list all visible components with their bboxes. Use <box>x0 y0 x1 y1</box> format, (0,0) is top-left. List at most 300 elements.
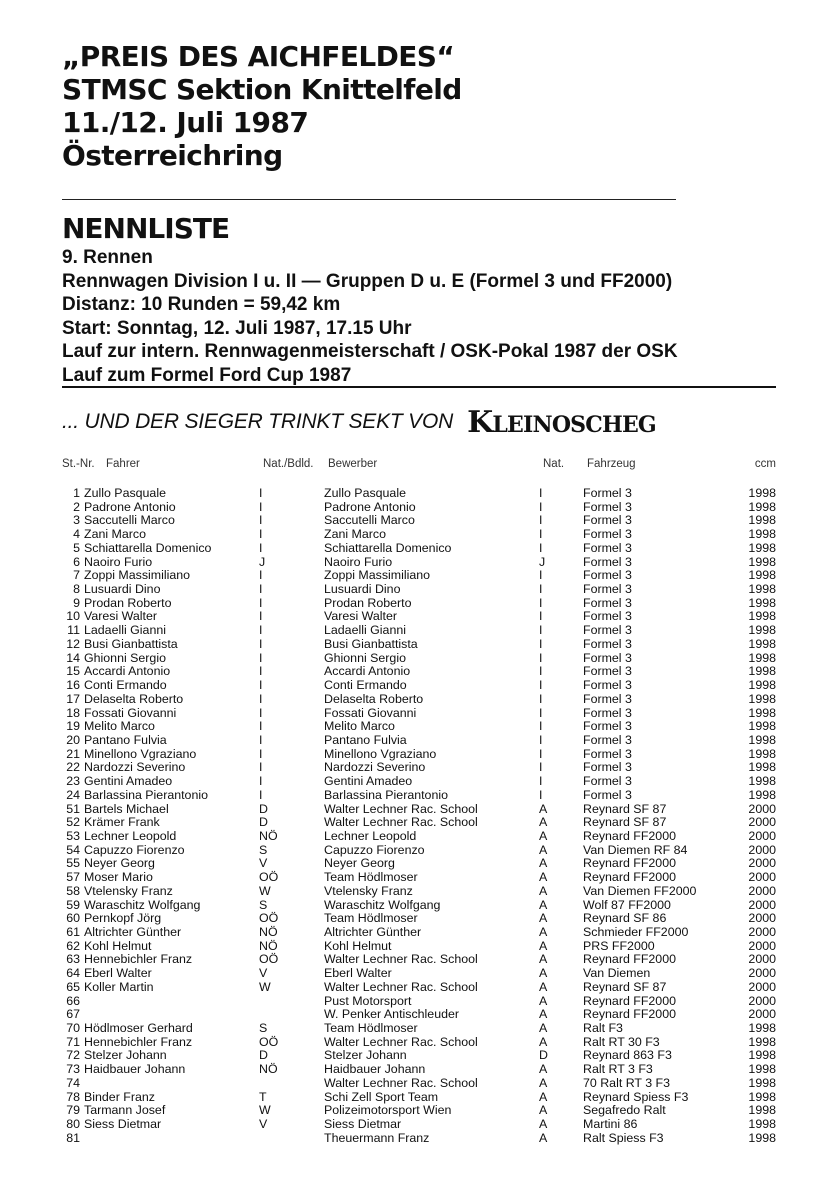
cell-nat2: I <box>539 760 543 775</box>
race-cup: Lauf zum Formel Ford Cup 1987 <box>62 364 352 386</box>
table-row <box>62 707 776 721</box>
table-row <box>62 720 776 734</box>
table-row <box>62 1104 776 1118</box>
cell-nat2: A <box>539 842 548 857</box>
cell-nat2: I <box>539 732 543 747</box>
sponsor-logo: KLEINOSCHEG <box>467 404 656 440</box>
cell-fahrer: Prodan Roberto <box>84 596 172 610</box>
cell-bewerber: Padrone Antonio <box>324 500 416 514</box>
cell-nat2: I <box>539 540 543 555</box>
col-header-nat: Nat./Bdld. <box>263 458 314 470</box>
cell-nat2: A <box>539 1034 548 1049</box>
cell-ccm: 1998 <box>748 609 776 624</box>
cell-nat <box>259 1008 324 1022</box>
cell-bewerber: Walter Lechner Rac. School <box>324 1035 478 1049</box>
cell-nr: 71 <box>66 1034 80 1049</box>
cell-ccm: 1998 <box>748 1117 776 1132</box>
cell-nat2: I <box>539 691 543 706</box>
table-row <box>62 514 776 528</box>
cell-fahrzeug: Reynard FF2000 <box>583 857 676 871</box>
cell-fahrer: Stelzer Johann <box>84 1049 167 1063</box>
cell-fahrer: Saccutelli Marco <box>84 514 175 528</box>
table-row <box>62 597 776 611</box>
cell-ccm: 1998 <box>748 1034 776 1049</box>
cell-ccm: 2000 <box>748 979 776 994</box>
table-row <box>62 775 776 789</box>
cell-fahrzeug: Ralt F3 <box>583 1022 623 1036</box>
cell-nat: I <box>259 732 263 747</box>
cell-fahrzeug: Formel 3 <box>583 487 632 500</box>
cell-fahrzeug: Ralt Spiess F3 <box>583 1131 664 1145</box>
cell-ccm: 1998 <box>748 1075 776 1090</box>
event-header <box>62 40 762 172</box>
cell-bewerber: Prodan Roberto <box>324 596 412 610</box>
cell-bewerber: Theuermann Franz <box>324 1131 430 1145</box>
cell-nr: 80 <box>66 1117 80 1132</box>
cell-ccm: 1998 <box>748 582 776 597</box>
cell-nat: S <box>259 1021 268 1036</box>
cell-fahrzeug: Formel 3 <box>583 596 632 610</box>
cell-nr: 52 <box>66 815 80 830</box>
cell-bewerber: Minellono Vgraziano <box>324 747 437 761</box>
table-row <box>62 912 776 926</box>
cell-ccm: 1998 <box>748 636 776 651</box>
cell-fahrer: Pantano Fulvia <box>84 733 167 747</box>
cell-nat: OÖ <box>259 1034 279 1049</box>
cell-nat: NÖ <box>259 828 278 843</box>
cell-nr: 18 <box>66 705 80 720</box>
cell-nat <box>259 1077 324 1091</box>
cell-nat: T <box>259 1089 267 1104</box>
cell-bewerber: Conti Ermando <box>324 679 407 693</box>
cell-nat2: I <box>539 527 543 542</box>
race-info <box>62 246 782 387</box>
cell-bewerber: Ghionni Sergio <box>324 651 406 665</box>
cell-fahrer: Koller Martin <box>84 980 154 994</box>
cell-ccm: 1998 <box>748 774 776 789</box>
cell-nat2: I <box>539 582 543 597</box>
cell-nat2: I <box>539 746 543 761</box>
cell-bewerber: Kohl Helmut <box>324 939 392 953</box>
cell-nr: 9 <box>73 595 80 610</box>
cell-fahrzeug: Formel 3 <box>583 747 632 761</box>
cell-nat: W <box>259 979 271 994</box>
cell-fahrer: Waraschitz Wolfgang <box>84 898 201 912</box>
table-row <box>62 844 776 858</box>
cell-nr: 79 <box>66 1103 80 1118</box>
cell-ccm: 1998 <box>748 691 776 706</box>
cell-nat2: I <box>539 623 543 638</box>
cell-nat: I <box>259 705 263 720</box>
cell-fahrer: Kohl Helmut <box>84 939 152 953</box>
cell-fahrer: Ladaelli Gianni <box>84 624 166 638</box>
cell-fahrer: Hödlmoser Gerhard <box>84 1022 193 1036</box>
col-header-bewerber: Bewerber <box>328 458 378 470</box>
cell-fahrer: Altrichter Günther <box>84 926 182 939</box>
cell-bewerber: Fossati Giovanni <box>324 706 417 720</box>
table-row <box>62 679 776 693</box>
cell-fahrzeug: Formel 3 <box>583 775 632 789</box>
cell-nat2: A <box>539 1062 548 1077</box>
cell-nat2: I <box>539 664 543 679</box>
cell-ccm: 1998 <box>748 527 776 542</box>
cell-bewerber: Pust Motorsport <box>324 994 412 1008</box>
table-row <box>62 610 776 624</box>
cell-nat: I <box>259 540 263 555</box>
col-header-fahrzeug: Fahrzeug <box>587 458 636 470</box>
cell-ccm: 2000 <box>748 938 776 953</box>
slogan-text: ... UND DER SIEGER TRINKT SEKT VON <box>62 410 454 433</box>
cell-nat: NÖ <box>259 1062 278 1077</box>
cell-fahrzeug: Ralt RT 3 F3 <box>583 1063 653 1077</box>
cell-fahrzeug: Segafredo Ralt <box>583 1104 666 1118</box>
cell-bewerber: Busi Gianbattista <box>324 637 418 651</box>
cell-ccm: 1998 <box>748 513 776 528</box>
cell-nr: 1 <box>73 486 80 500</box>
cell-nat: V <box>259 856 268 871</box>
cell-bewerber: Waraschitz Wolfgang <box>324 898 441 912</box>
cell-nr: 67 <box>66 1007 80 1022</box>
event-title: „PREIS DES AICHFELDES“ <box>62 40 455 73</box>
entry-list-table <box>62 458 776 1145</box>
cell-nat: I <box>259 636 263 651</box>
divider <box>62 199 676 200</box>
cell-nat2: A <box>539 897 548 912</box>
cell-fahrer <box>84 1132 259 1146</box>
cell-nr: 70 <box>66 1021 80 1036</box>
cell-ccm: 1998 <box>748 732 776 747</box>
cell-nat2: A <box>539 925 548 939</box>
cell-fahrer: Capuzzo Fiorenzo <box>84 843 185 857</box>
cell-nat: W <box>259 1103 271 1118</box>
cell-bewerber: Stelzer Johann <box>324 1049 407 1063</box>
cell-fahrer: Schiattarella Domenico <box>84 541 212 555</box>
cell-ccm: 1998 <box>748 486 776 500</box>
cell-nat: OÖ <box>259 911 279 926</box>
table-row <box>62 1049 776 1063</box>
cell-fahrzeug: Van Diemen FF2000 <box>583 884 697 898</box>
cell-nat: I <box>259 760 263 775</box>
cell-nat: I <box>259 568 263 583</box>
cell-bewerber: Walter Lechner Rac. School <box>324 953 478 967</box>
cell-nr: 2 <box>73 499 80 514</box>
cell-fahrer: Ghionni Sergio <box>84 651 166 665</box>
cell-fahrzeug: Formel 3 <box>583 610 632 624</box>
cell-nr: 74 <box>66 1075 80 1090</box>
cell-nat2: J <box>539 554 546 569</box>
cell-nat: S <box>259 842 268 857</box>
cell-ccm: 2000 <box>748 815 776 830</box>
cell-fahrer: Nardozzi Severino <box>84 761 186 775</box>
cell-nat: W <box>259 883 271 898</box>
cell-nat2: A <box>539 1007 548 1022</box>
cell-bewerber: Vtelensky Franz <box>324 884 413 898</box>
cell-bewerber: Delaselta Roberto <box>324 692 424 706</box>
cell-nat2: A <box>539 883 548 898</box>
cell-fahrzeug: Formel 3 <box>583 665 632 679</box>
cell-nat: I <box>259 527 263 542</box>
cell-fahrer: Fossati Giovanni <box>84 706 177 720</box>
cell-fahrzeug: PRS FF2000 <box>583 939 655 953</box>
cell-fahrer: Eberl Walter <box>84 967 152 981</box>
cell-nat2: I <box>539 568 543 583</box>
race-distance: Distanz: 10 Runden = 59,42 km <box>62 294 341 315</box>
cell-ccm: 1998 <box>748 595 776 610</box>
cell-ccm: 1998 <box>748 650 776 665</box>
cell-fahrer: Zoppi Massimiliano <box>84 569 191 583</box>
event-venue: Österreichring <box>62 139 283 172</box>
cell-nr: 15 <box>66 664 80 679</box>
cell-fahrer: Lusuardi Dino <box>84 583 161 597</box>
cell-nat: I <box>259 719 263 734</box>
cell-fahrer: Conti Ermando <box>84 679 167 693</box>
cell-fahrzeug: Martini 86 <box>583 1118 638 1132</box>
cell-ccm: 1998 <box>748 760 776 775</box>
table-row <box>62 624 776 638</box>
event-date: 11./12. Juli 1987 <box>62 106 309 139</box>
cell-fahrzeug: Reynard SF 87 <box>583 816 667 830</box>
cell-nat2: I <box>539 719 543 734</box>
cell-fahrer: Hennebichler Franz <box>84 953 193 967</box>
cell-nr: 8 <box>73 582 80 597</box>
cell-nat: I <box>259 609 263 624</box>
cell-nat2: A <box>539 815 548 830</box>
cell-fahrer: Krämer Frank <box>84 816 160 830</box>
cell-nat <box>259 995 324 1009</box>
cell-fahrer: Minellono Vgraziano <box>84 747 197 761</box>
cell-bewerber: Schiattarella Domenico <box>324 541 452 555</box>
cell-nat2: I <box>539 678 543 693</box>
cell-fahrzeug: Formel 3 <box>583 583 632 597</box>
cell-nat2: I <box>539 636 543 651</box>
cell-ccm: 2000 <box>748 883 776 898</box>
cell-bewerber: Walter Lechner Rac. School <box>324 980 478 994</box>
cell-fahrer: Bartels Michael <box>84 802 169 816</box>
table-row <box>62 1091 776 1105</box>
cell-nr: 63 <box>66 952 80 967</box>
cell-nat2: A <box>539 856 548 871</box>
cell-fahrzeug: Formel 3 <box>583 569 632 583</box>
cell-nat: NÖ <box>259 925 278 939</box>
cell-ccm: 1998 <box>748 664 776 679</box>
table-row <box>62 556 776 570</box>
cell-fahrzeug: Formel 3 <box>583 733 632 747</box>
cell-ccm: 1998 <box>748 623 776 638</box>
cell-nr: 16 <box>66 678 80 693</box>
cell-nat2: I <box>539 705 543 720</box>
cell-nr: 51 <box>66 801 80 816</box>
cell-fahrer: Vtelensky Franz <box>84 884 173 898</box>
cell-ccm: 1998 <box>748 1048 776 1063</box>
cell-nat: S <box>259 897 268 912</box>
cell-fahrer: Busi Gianbattista <box>84 637 178 651</box>
cell-ccm: 1998 <box>748 746 776 761</box>
cell-ccm: 1998 <box>748 568 776 583</box>
table-row <box>62 789 776 803</box>
cell-fahrer: Melito Marco <box>84 720 155 734</box>
table-row <box>62 542 776 556</box>
cell-nat: OÖ <box>259 952 279 967</box>
table-row <box>62 501 776 515</box>
cell-fahrer: Neyer Georg <box>84 857 155 871</box>
cell-nr: 65 <box>66 979 80 994</box>
cell-fahrer <box>84 995 259 1009</box>
cell-nat2: A <box>539 828 548 843</box>
cell-bewerber: Altrichter Günther <box>324 926 422 939</box>
table-row <box>62 871 776 885</box>
cell-ccm: 1998 <box>748 1062 776 1077</box>
cell-bewerber: W. Penker Antischleuder <box>324 1008 459 1022</box>
table-row <box>62 816 776 830</box>
cell-ccm: 2000 <box>748 993 776 1008</box>
cell-fahrzeug: Reynard SF 86 <box>583 912 667 926</box>
cell-fahrzeug: Formel 3 <box>583 624 632 638</box>
cell-ccm: 2000 <box>748 952 776 967</box>
table-row <box>62 857 776 871</box>
cell-fahrzeug: Formel 3 <box>583 788 632 802</box>
cell-nat2: I <box>539 650 543 665</box>
cell-nat: I <box>259 499 263 514</box>
cell-bewerber: Saccutelli Marco <box>324 514 415 528</box>
table-row <box>62 761 776 775</box>
cell-nr: 62 <box>66 938 80 953</box>
cell-nr: 61 <box>66 925 80 939</box>
cell-fahrer: Siess Dietmar <box>84 1118 162 1132</box>
cell-bewerber: Gentini Amadeo <box>324 775 413 789</box>
col-header-fahrer: Fahrer <box>106 458 140 470</box>
cell-bewerber: Polizeimotorsport Wien <box>324 1104 452 1118</box>
cell-nat2: I <box>539 774 543 789</box>
cell-ccm: 2000 <box>748 828 776 843</box>
cell-fahrer: Moser Mario <box>84 871 153 885</box>
cell-fahrer: Naoiro Furio <box>84 555 153 569</box>
sponsor-slogan <box>62 406 656 438</box>
cell-nat2: D <box>539 1048 548 1063</box>
col-header-nat2: Nat. <box>543 458 565 470</box>
cell-fahrer: Pernkopf Jörg <box>84 912 162 926</box>
cell-nr: 10 <box>66 609 80 624</box>
cell-fahrer: Lechner Leopold <box>84 829 177 843</box>
cell-nr: 22 <box>66 760 80 775</box>
cell-fahrzeug: Van Diemen RF 84 <box>583 843 688 857</box>
table-row <box>62 1118 776 1132</box>
cell-nat2: I <box>539 513 543 528</box>
cell-nat: I <box>259 595 263 610</box>
cell-ccm: 1998 <box>748 1021 776 1036</box>
table-row <box>62 1077 776 1091</box>
cell-bewerber: Zullo Pasquale <box>324 487 406 500</box>
cell-nat: I <box>259 774 263 789</box>
cell-fahrer <box>84 1077 259 1091</box>
cell-nat2: A <box>539 801 548 816</box>
cell-nat2: A <box>539 952 548 967</box>
cell-nat2: A <box>539 1021 548 1036</box>
cell-nat2: I <box>539 609 543 624</box>
table-row <box>62 940 776 954</box>
cell-fahrzeug: Reynard 863 F3 <box>583 1049 672 1063</box>
cell-fahrzeug: Reynard SF 87 <box>583 980 667 994</box>
cell-bewerber: Eberl Walter <box>324 967 392 981</box>
cell-nr: 17 <box>66 691 80 706</box>
table-row <box>62 487 776 501</box>
table-row <box>62 583 776 597</box>
cell-ccm: 1998 <box>748 678 776 693</box>
cell-bewerber: Schi Zell Sport Team <box>324 1090 439 1104</box>
cell-fahrer: Barlassina Pierantonio <box>84 788 208 802</box>
cell-nat: D <box>259 801 268 816</box>
cell-nr: 6 <box>73 554 80 569</box>
cell-fahrer: Accardi Antonio <box>84 665 171 679</box>
cell-fahrzeug: Formel 3 <box>583 514 632 528</box>
cell-bewerber: Varesi Walter <box>324 610 397 624</box>
cell-fahrzeug: 70 Ralt RT 3 F3 <box>583 1076 671 1090</box>
cell-fahrzeug: Reynard FF2000 <box>583 829 676 843</box>
cell-fahrer: Binder Franz <box>84 1090 155 1104</box>
cell-ccm: 2000 <box>748 870 776 885</box>
cell-bewerber: Team Hödlmoser <box>324 871 418 885</box>
cell-ccm: 2000 <box>748 897 776 912</box>
cell-ccm: 1998 <box>748 1103 776 1118</box>
table-body <box>62 487 776 1146</box>
cell-nr: 4 <box>73 527 80 542</box>
cell-fahrzeug: Formel 3 <box>583 706 632 720</box>
cell-ccm: 1998 <box>748 719 776 734</box>
cell-nr: 12 <box>66 636 80 651</box>
cell-fahrzeug: Wolf 87 FF2000 <box>583 898 671 912</box>
cell-ccm: 1998 <box>748 1089 776 1104</box>
cell-nat2: A <box>539 1089 548 1104</box>
table-row <box>62 1008 776 1022</box>
cell-nr: 64 <box>66 966 80 981</box>
cell-nat: I <box>259 664 263 679</box>
divider <box>62 386 776 388</box>
cell-fahrer: Delaselta Roberto <box>84 692 184 706</box>
table-row <box>62 748 776 762</box>
cell-bewerber: Lechner Leopold <box>324 829 417 843</box>
cell-fahrzeug: Reynard FF2000 <box>583 1008 676 1022</box>
cell-fahrzeug: Formel 3 <box>583 720 632 734</box>
cell-nat: I <box>259 746 263 761</box>
cell-nr: 66 <box>66 993 80 1008</box>
cell-nr: 14 <box>66 650 80 665</box>
cell-ccm: 2000 <box>748 842 776 857</box>
cell-nr: 53 <box>66 828 80 843</box>
cell-ccm: 2000 <box>748 966 776 981</box>
cell-ccm: 1998 <box>748 787 776 802</box>
cell-bewerber: Zani Marco <box>324 528 386 542</box>
cell-nr: 19 <box>66 719 80 734</box>
col-header-ccm: ccm <box>754 458 776 470</box>
cell-nat2: I <box>539 787 543 802</box>
cell-nr: 24 <box>66 787 80 802</box>
race-championship: Lauf zur intern. Rennwagenmeisterschaft / OSK-Pokal 1987 der OSK <box>62 341 678 362</box>
cell-fahrzeug: Reynard FF2000 <box>583 871 676 885</box>
cell-ccm: 2000 <box>748 856 776 871</box>
cell-nat: I <box>259 691 263 706</box>
cell-nr: 11 <box>67 623 80 638</box>
cell-nr: 72 <box>66 1048 80 1063</box>
cell-bewerber: Pantano Fulvia <box>324 733 407 747</box>
cell-bewerber: Barlassina Pierantonio <box>324 788 448 802</box>
cell-nr: 73 <box>66 1062 80 1077</box>
cell-fahrer: Padrone Antonio <box>84 500 176 514</box>
cell-nr: 58 <box>66 883 80 898</box>
cell-bewerber: Melito Marco <box>324 720 395 734</box>
cell-fahrzeug: Reynard Spiess F3 <box>583 1090 689 1104</box>
race-class: Rennwagen Division I u. II — Gruppen D u. E (Formel 3 und FF2000) <box>62 270 673 292</box>
cell-nat2: A <box>539 966 548 981</box>
cell-ccm: 2000 <box>748 1007 776 1022</box>
